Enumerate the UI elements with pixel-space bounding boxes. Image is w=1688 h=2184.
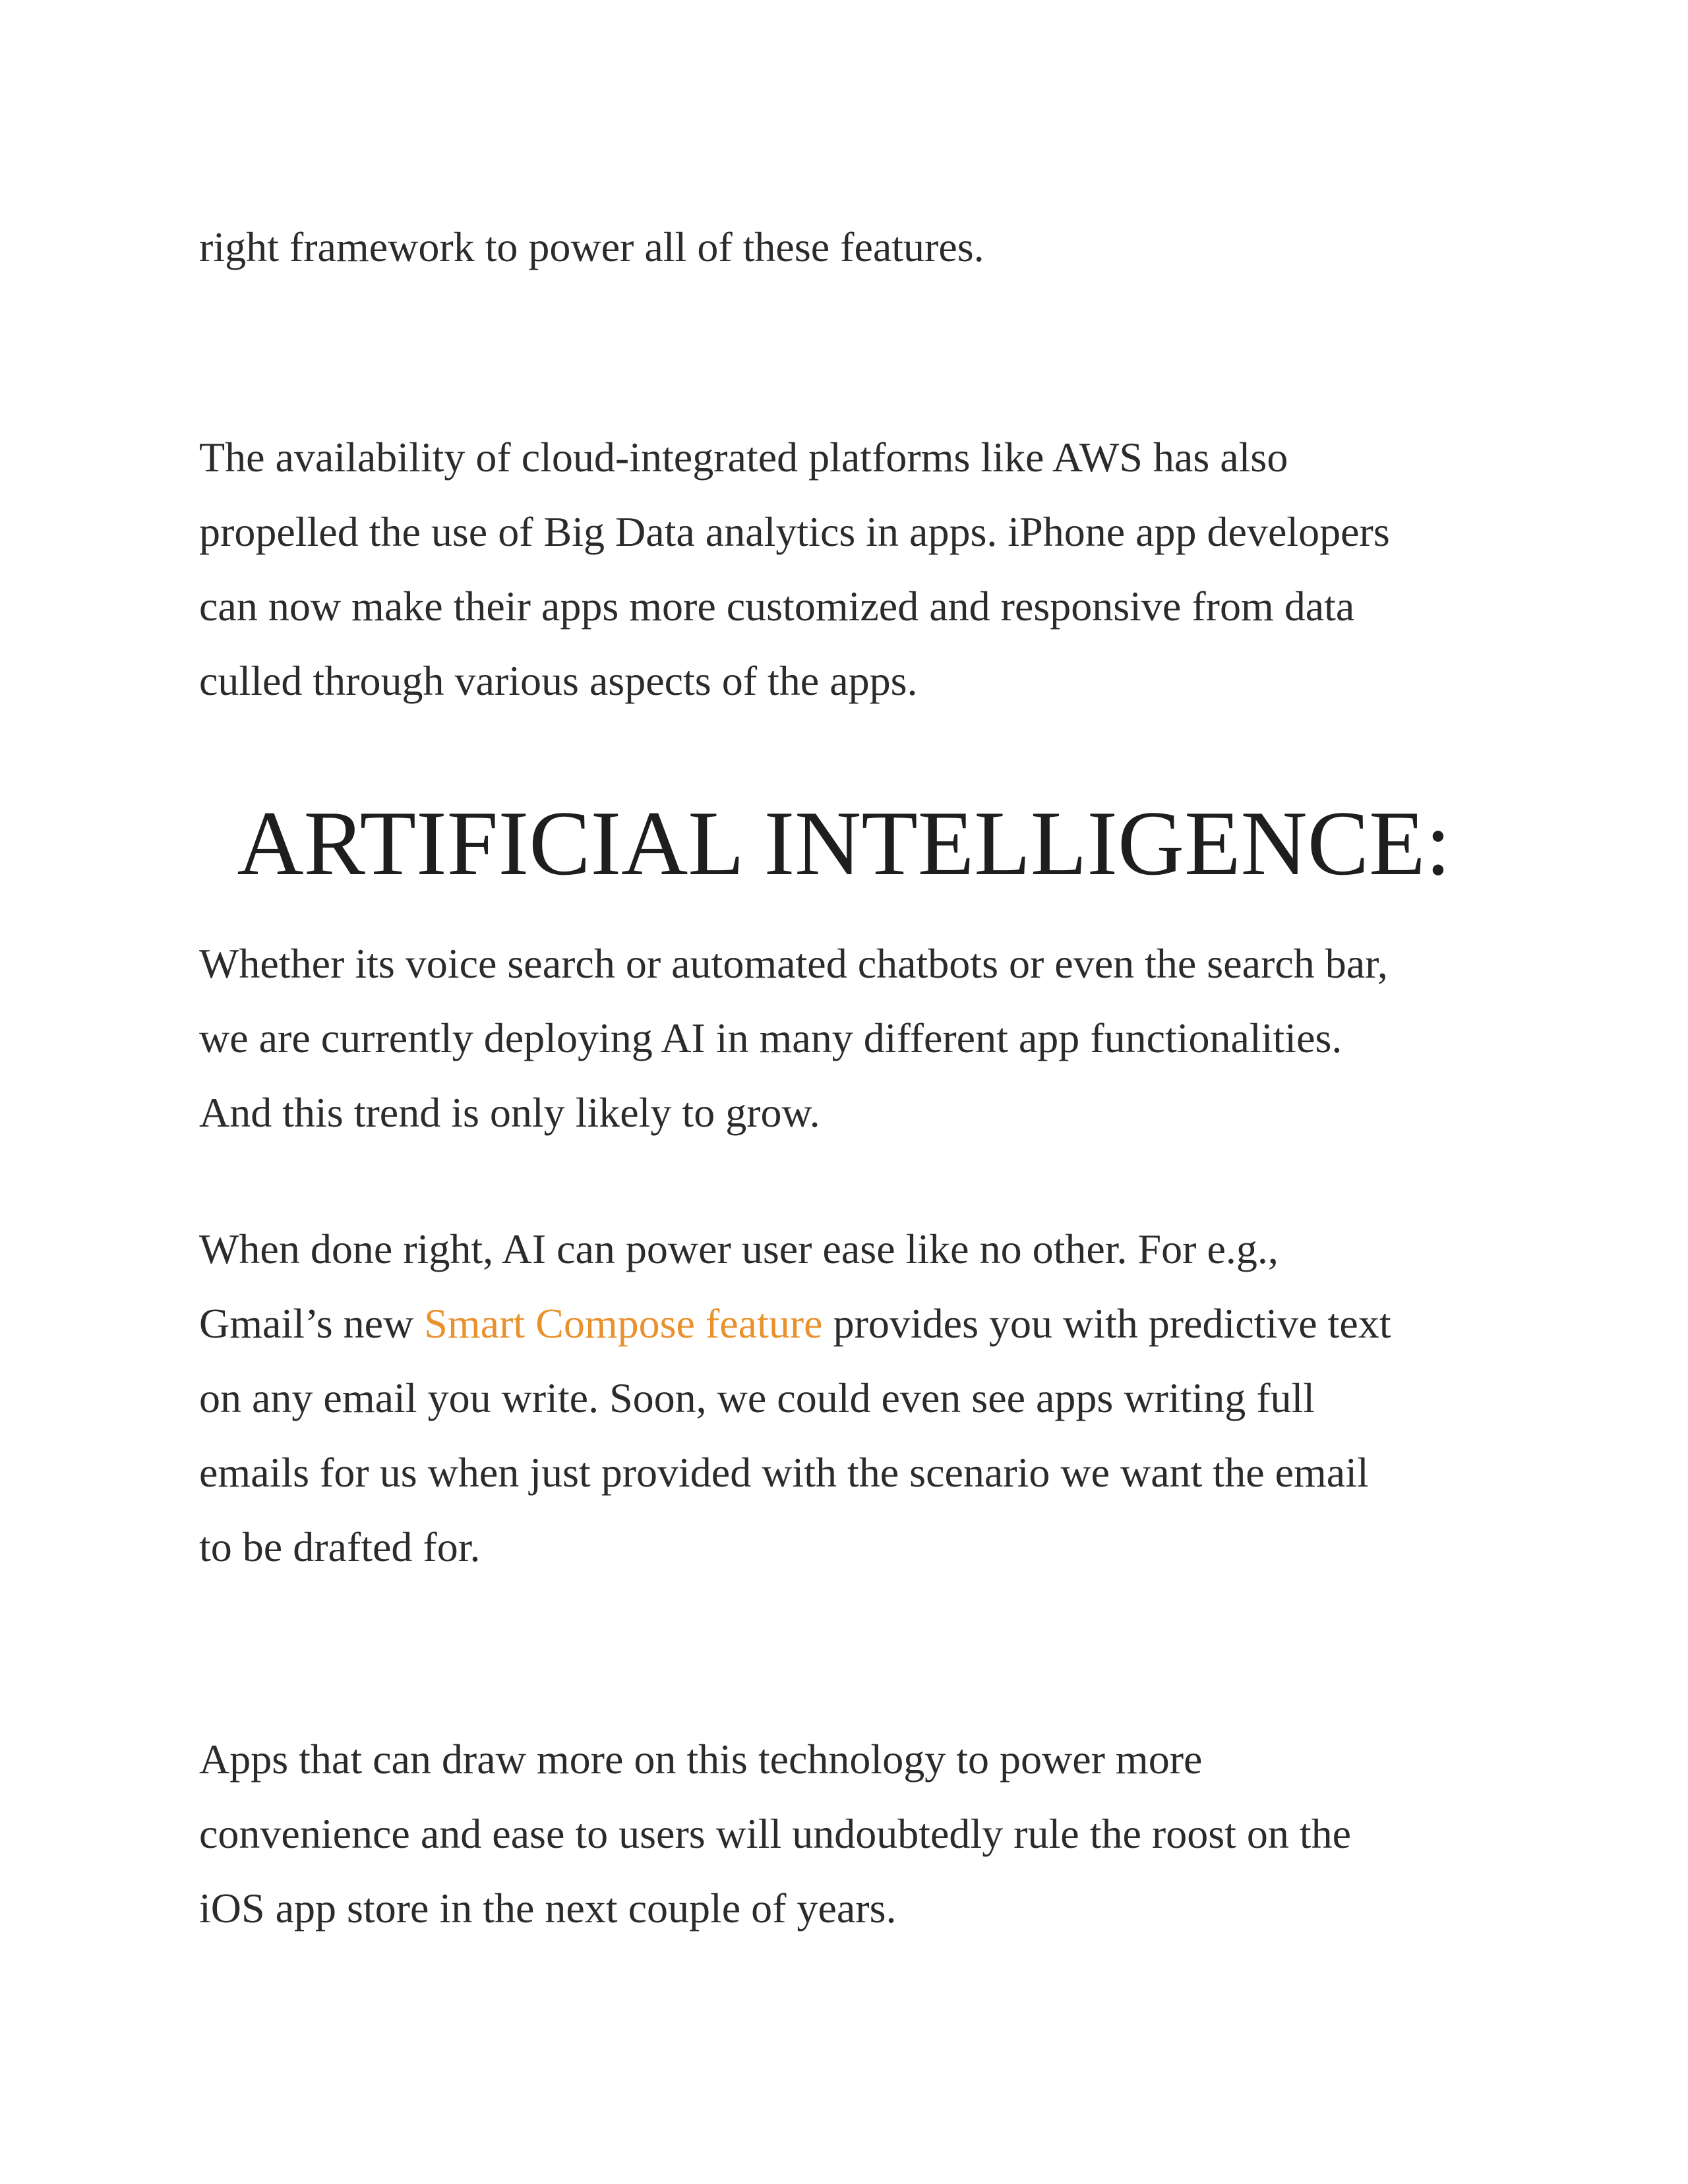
paragraph-cloud-platforms: The availability of cloud-integrated platforms like AWS has also propelled the use of Big Data analytics in apps. iPhone app developers can now make their apps more customized and responsive from data culled through various aspects of the apps. [199, 434, 1390, 704]
paragraph-smart-compose [199, 1212, 1511, 1584]
paragraph-ai-usage: Whether its voice search or automated chatbots or even the search bar, we are currently deploying AI in many different app functionalities. And this trend is only likely to grow. [199, 940, 1388, 1136]
paragraph-smart-compose-rest: provides you with predictive text on any email you write. Soon, we could even see apps writing full emails for us when just provided with the scenario we want the email to be drafted for. [199, 1300, 1391, 1570]
paragraph-app-store-outlook: Apps that can draw more on this technology to power more convenience and ease to users will undoubtedly rule the roost on the iOS app store in the next couple of years. [199, 1736, 1352, 1932]
section-heading-ai: ARTIFICIAL INTELLIGENCE: [237, 792, 1451, 895]
smart-compose-link[interactable]: Smart Compose feature [424, 1300, 823, 1347]
paragraph-smart-compose-intro: When done right, AI can power user ease like no other. For e.g., Gmail’s new [199, 1225, 1279, 1347]
paragraph-framework: right framework to power all of these features. [199, 223, 984, 270]
